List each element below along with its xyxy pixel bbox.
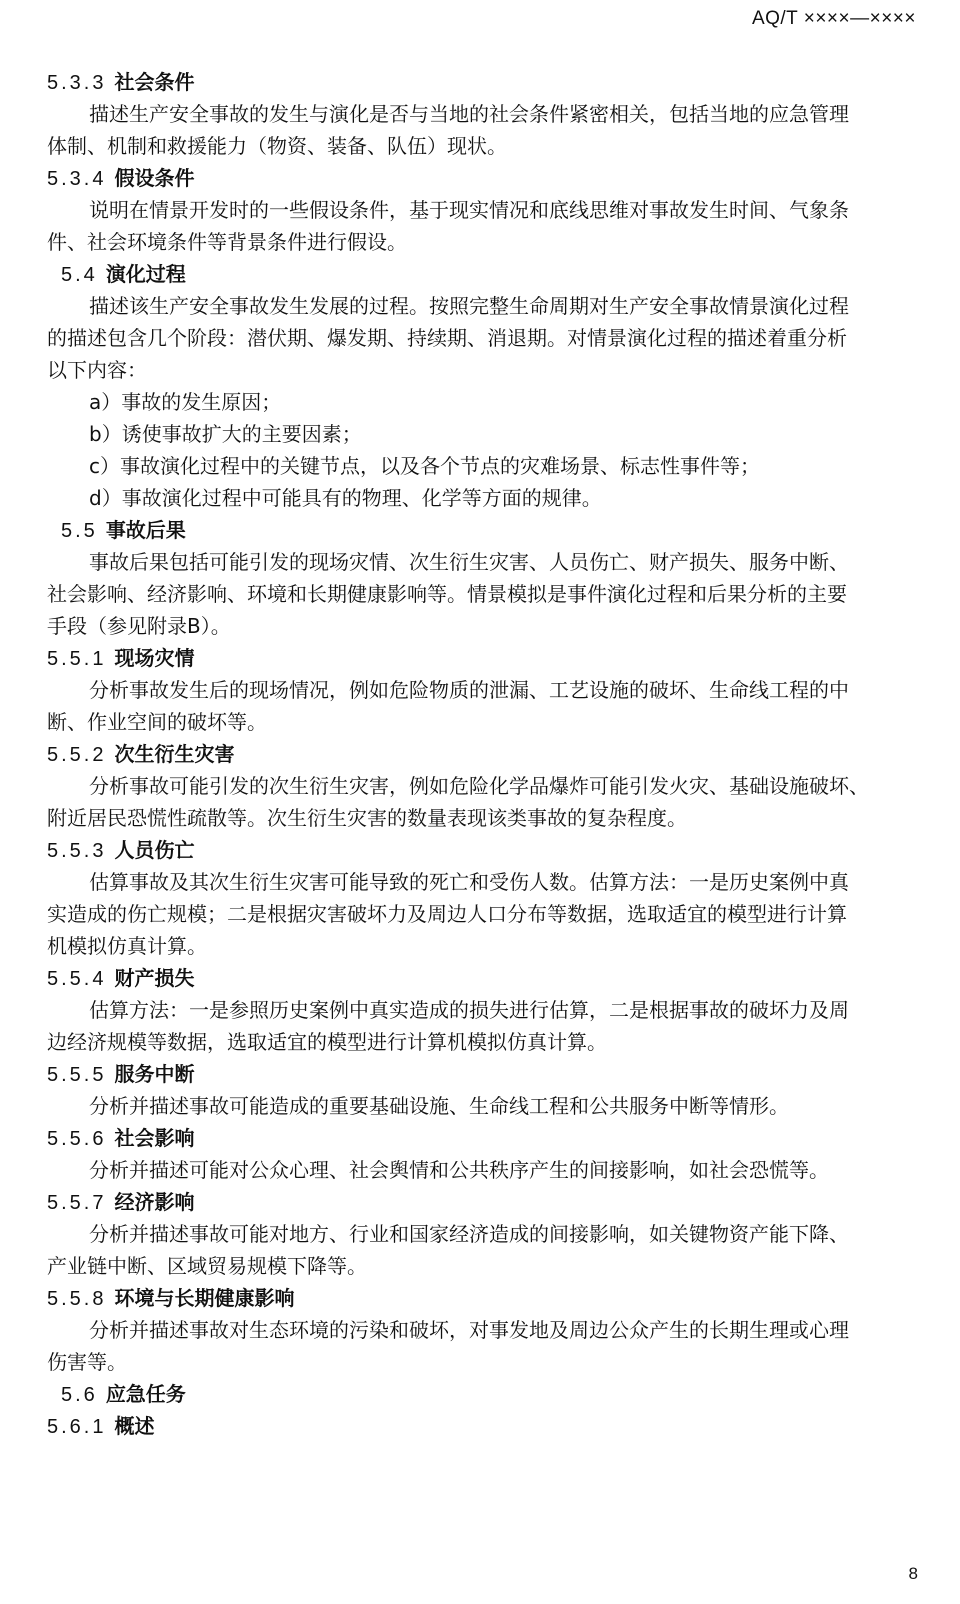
- heading-5-6: [47, 1378, 915, 1410]
- paragraph-line: 体制、机制和救援能力（物资、装备、队伍）现状。: [47, 134, 507, 158]
- paragraph-line: 以下内容：: [47, 358, 147, 382]
- heading-5-5-8: [47, 1282, 915, 1314]
- paragraph-line: 产业链中断、区域贸易规模下降等。: [47, 1254, 367, 1278]
- section-title: 社会条件: [114, 70, 195, 94]
- document-code-header: AQ/T ××××—××××: [751, 8, 916, 29]
- paragraph-line: 分析事故可能引发的次生衍生灾害，例如危险化学品爆炸可能引发火灾、基础设施破坏、: [89, 774, 869, 798]
- heading-5-5-3: [47, 834, 915, 866]
- paragraph-line: 分析并描述事故可能造成的重要基础设施、生命线工程和公共服务中断等情形。: [89, 1094, 789, 1118]
- section-number: 5.5.4: [47, 968, 107, 990]
- paragraph-line: 估算方法：一是参照历史案例中真实造成的损失进行估算，二是根据事故的破坏力及周: [89, 998, 849, 1022]
- paragraph-line: 估算事故及其次生衍生灾害可能导致的死亡和受伤人数。估算方法：一是历史案例中真: [89, 870, 849, 894]
- section-number: 5.5.5: [47, 1064, 107, 1086]
- section-title: 经济影响: [114, 1190, 195, 1214]
- heading-5-3-4: [47, 162, 915, 194]
- paragraph-line: 的描述包含几个阶段：潜伏期、爆发期、持续期、消退期。对情景演化过程的描述着重分析: [47, 326, 847, 350]
- paragraph-line: 手段（参见附录B）。: [47, 614, 231, 638]
- paragraph-line: 边经济规模等数据，选取适宜的模型进行计算机模拟仿真计算。: [47, 1030, 607, 1054]
- section-number: 5.5.6: [47, 1128, 107, 1150]
- heading-5-5-5: [47, 1058, 915, 1090]
- page-number: 8: [908, 1564, 918, 1583]
- document-body: [47, 66, 915, 1442]
- section-number: 5.3.4: [47, 168, 107, 190]
- paragraph-line: 件、社会环境条件等背景条件进行假设。: [47, 230, 407, 254]
- section-title: 假设条件: [114, 166, 195, 190]
- heading-5-4: [47, 258, 915, 290]
- paragraph-line: 描述生产安全事故的发生与演化是否与当地的社会条件紧密相关，包括当地的应急管理: [89, 102, 849, 126]
- section-title: 应急任务: [105, 1382, 186, 1406]
- section-number: 5.5.8: [47, 1288, 107, 1310]
- section-title: 环境与长期健康影响: [114, 1286, 295, 1310]
- heading-5-3-3: [47, 66, 915, 98]
- paragraph-line: 实造成的伤亡规模；二是根据灾害破坏力及周边人口分布等数据，选取适宜的模型进行计算: [47, 902, 847, 926]
- list-item: b）诱使事故扩大的主要因素；: [89, 422, 362, 446]
- section-number: 5.5: [61, 520, 98, 542]
- section-title: 现场灾情: [114, 646, 195, 670]
- paragraph-line: 分析事故发生后的现场情况，例如危险物质的泄漏、工艺设施的破坏、生命线工程的中: [89, 678, 849, 702]
- list-item: d）事故演化过程中可能具有的物理、化学等方面的规律。: [89, 486, 602, 510]
- heading-5-5-1: [47, 642, 915, 674]
- paragraph-line: 附近居民恐慌性疏散等。次生衍生灾害的数量表现该类事故的复杂程度。: [47, 806, 687, 830]
- paragraph-line: 机模拟仿真计算。: [47, 934, 207, 958]
- heading-5-5-7: [47, 1186, 915, 1218]
- section-number: 5.6.1: [47, 1416, 107, 1438]
- paragraph-line: 事故后果包括可能引发的现场灾情、次生衍生灾害、人员伤亡、财产损失、服务中断、: [89, 550, 849, 574]
- paragraph-line: 伤害等。: [47, 1350, 127, 1374]
- paragraph-line: 社会影响、经济影响、环境和长期健康影响等。情景模拟是事件演化过程和后果分析的主要: [47, 582, 847, 606]
- heading-5-5-4: [47, 962, 915, 994]
- paragraph-line: 分析并描述可能对公众心理、社会舆情和公共秩序产生的间接影响，如社会恐慌等。: [89, 1158, 829, 1182]
- paragraph-line: 说明在情景开发时的一些假设条件，基于现实情况和底线思维对事故发生时间、气象条: [89, 198, 849, 222]
- section-title: 人员伤亡: [114, 838, 195, 862]
- heading-5-5-2: [47, 738, 915, 770]
- section-title: 概述: [114, 1414, 155, 1438]
- section-number: 5.5.7: [47, 1192, 107, 1214]
- section-title: 财产损失: [114, 966, 195, 990]
- list-item: c）事故演化过程中的关键节点，以及各个节点的灾难场景、标志性事件等；: [89, 454, 760, 478]
- section-number: 5.4: [61, 264, 98, 286]
- section-title: 演化过程: [105, 262, 186, 286]
- list-item: a）事故的发生原因；: [89, 390, 282, 414]
- section-title: 次生衍生灾害: [114, 742, 235, 766]
- section-number: 5.5.1: [47, 648, 107, 670]
- heading-5-6-1: [47, 1410, 915, 1442]
- section-number: 5.3.3: [47, 72, 107, 94]
- paragraph-line: 断、作业空间的破坏等。: [47, 710, 267, 734]
- section-title: 社会影响: [114, 1126, 195, 1150]
- paragraph-line: 分析并描述事故可能对地方、行业和国家经济造成的间接影响，如关键物资产能下降、: [89, 1222, 849, 1246]
- section-title: 事故后果: [105, 518, 186, 542]
- heading-5-5-6: [47, 1122, 915, 1154]
- section-title: 服务中断: [114, 1062, 195, 1086]
- section-number: 5.5.2: [47, 744, 107, 766]
- paragraph-line: 描述该生产安全事故发生发展的过程。按照完整生命周期对生产安全事故情景演化过程: [89, 294, 849, 318]
- heading-5-5: [47, 514, 915, 546]
- section-number: 5.6: [61, 1384, 98, 1406]
- section-number: 5.5.3: [47, 840, 107, 862]
- paragraph-line: 分析并描述事故对生态环境的污染和破坏，对事发地及周边公众产生的长期生理或心理: [89, 1318, 849, 1342]
